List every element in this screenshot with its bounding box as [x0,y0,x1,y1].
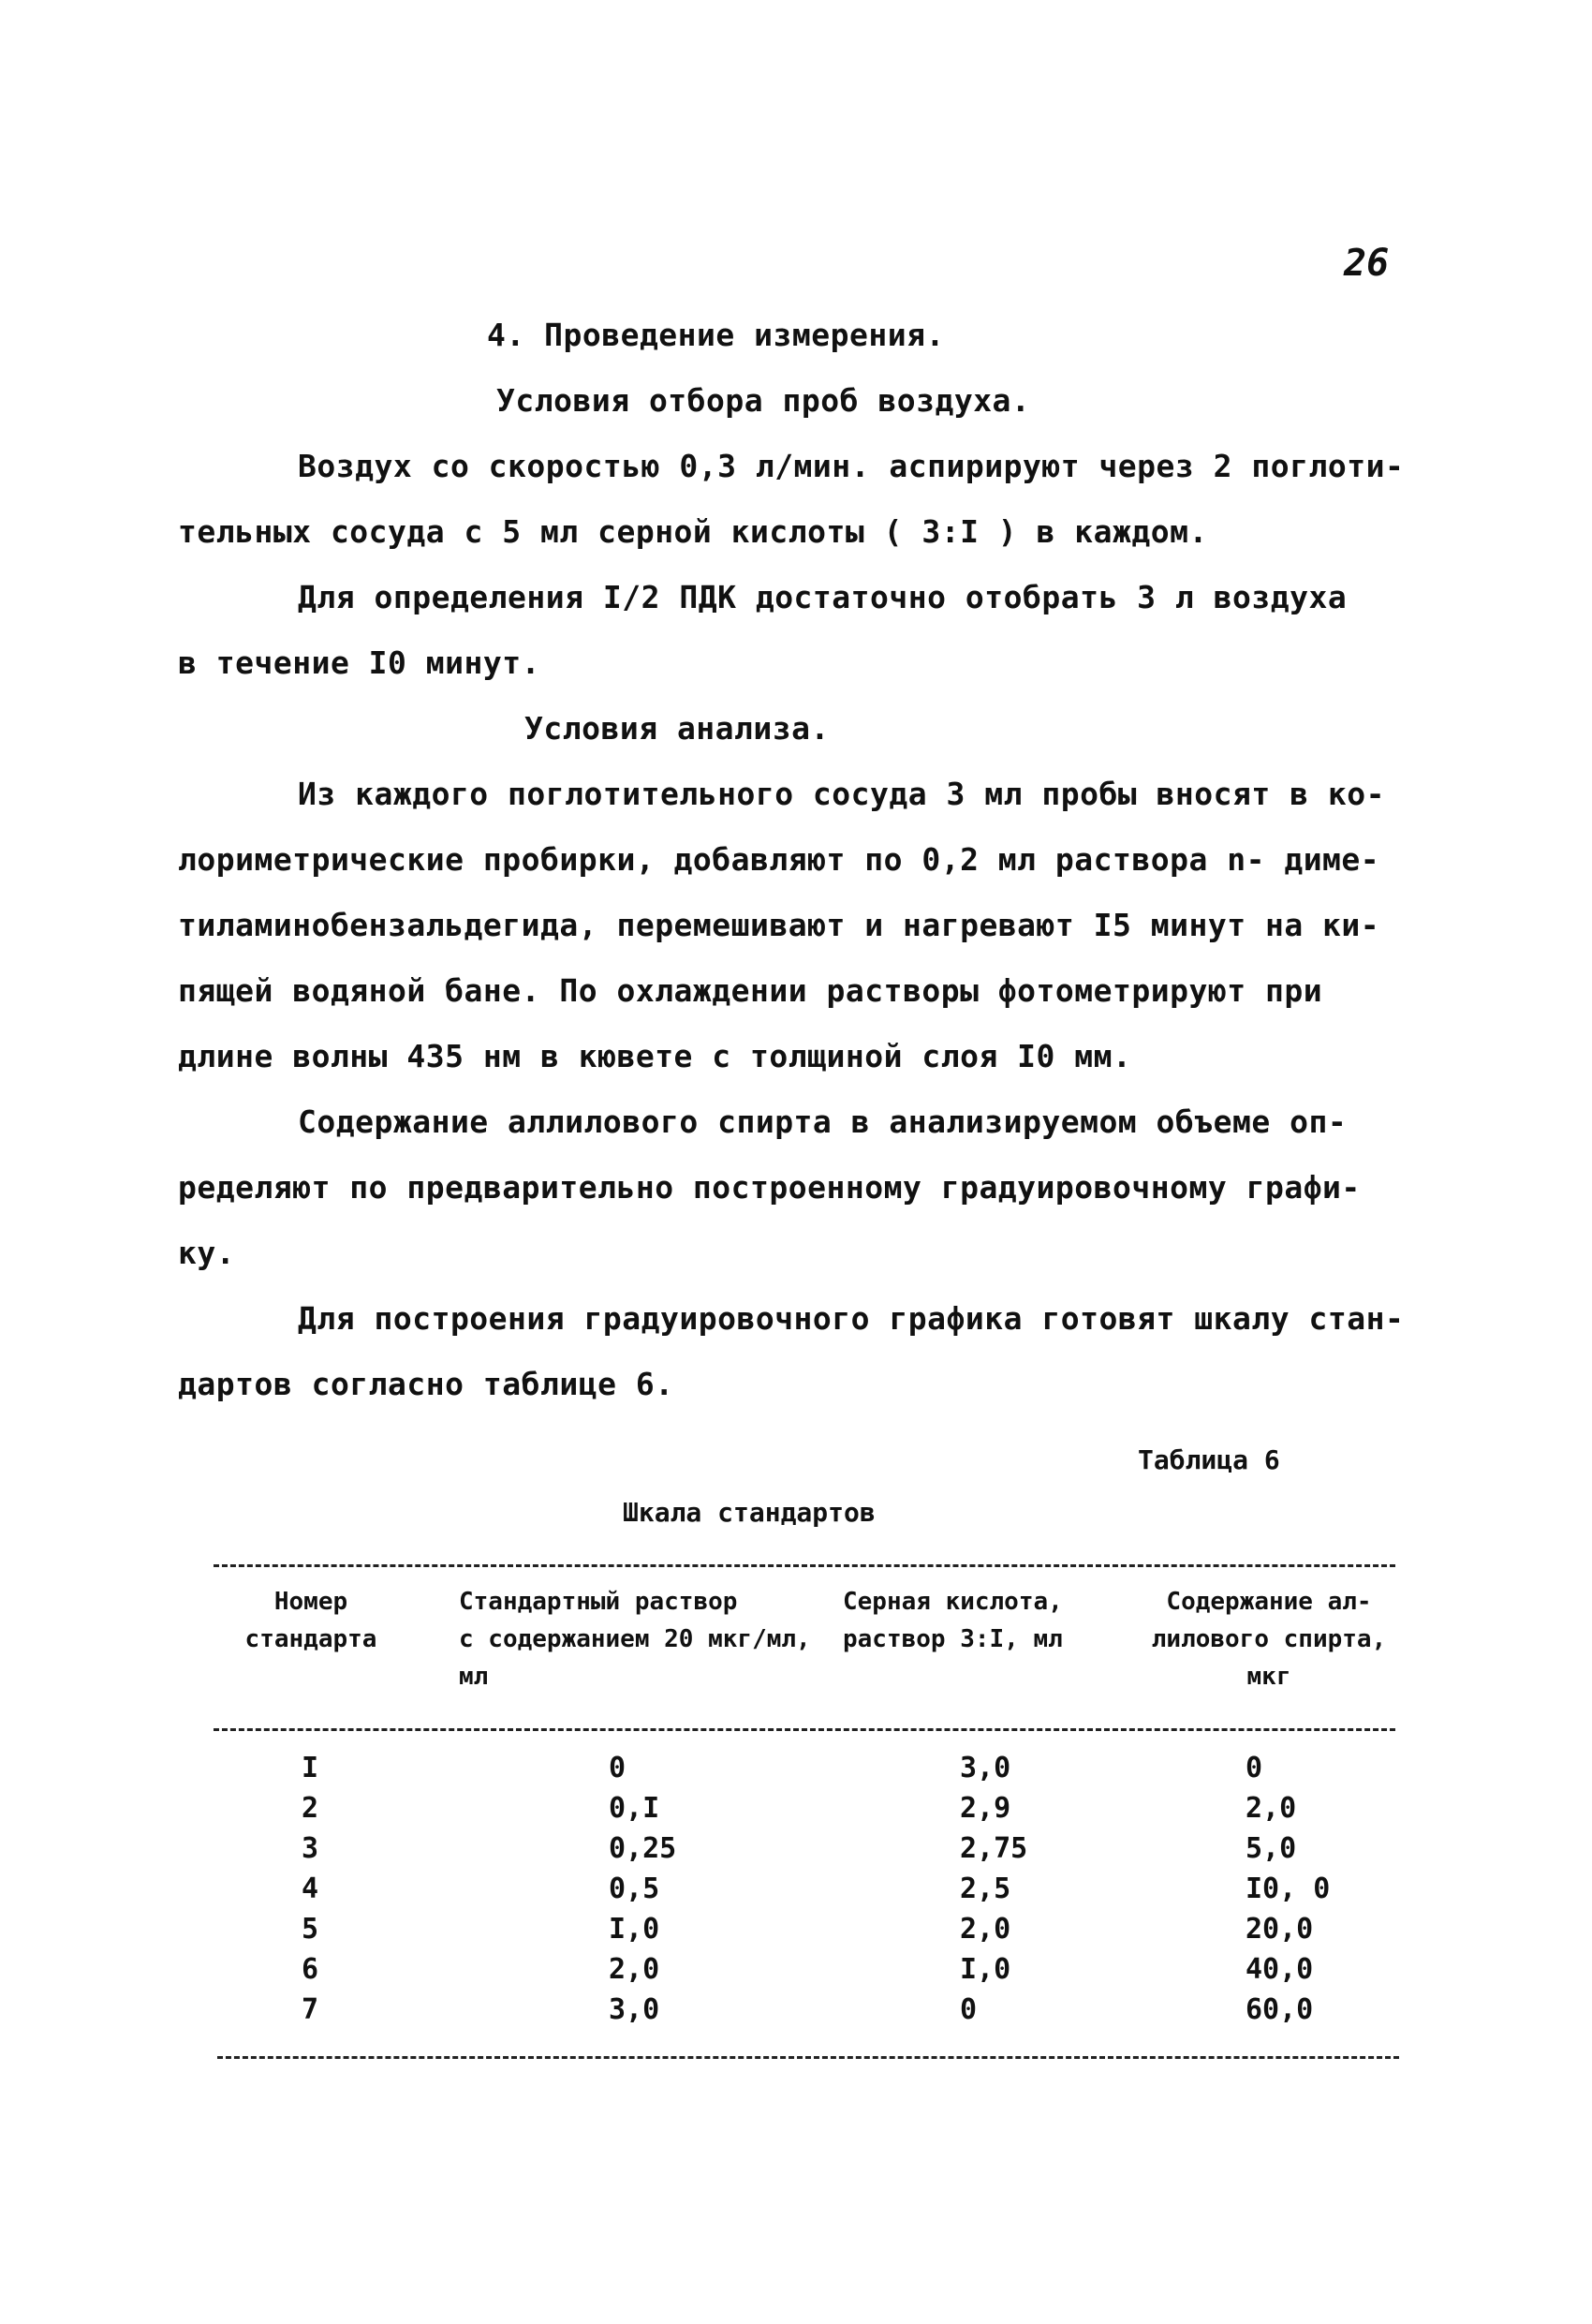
cell-standard-solution: 0,5 [609,1873,660,1905]
table-header-standard-solution [459,1583,833,1695]
cell-number: 4 [302,1873,319,1905]
table-bottom-rule [217,2056,1399,2059]
table-label: Таблица 6 [1138,1444,1280,1475]
paragraph-line: в течение I0 минут. [178,644,540,681]
paragraph-line: дартов согласно таблице 6. [178,1366,674,1402]
cell-standard-solution: I,0 [609,1913,660,1946]
cell-allyl-alcohol: 2,0 [1246,1792,1297,1825]
cell-number: 5 [302,1913,319,1946]
cell-sulfuric-acid: 2,9 [960,1792,1011,1825]
header-line: Стандартный раствор [459,1588,738,1616]
cell-allyl-alcohol: 40,0 [1246,1953,1314,1986]
paragraph-line: Воздух со скоростью 0,3 л/мин. аспирируют через 2 поглоти- [298,448,1405,484]
subheading-analysis: Условия анализа. [524,710,830,747]
table-top-rule [214,1564,1395,1567]
paragraph-line: Для определения I/2 ПДК достаточно отобрать 3 л воздуха [298,579,1348,615]
header-line: мкг [1246,1663,1291,1691]
cell-standard-solution: 2,0 [609,1953,660,1986]
cell-number: 6 [302,1953,319,1986]
cell-sulfuric-acid: 3,0 [960,1752,1011,1784]
header-line: лилового спирта, [1151,1625,1387,1653]
paragraph-line: ределяют по предварительно построенному градуировочному графи- [178,1169,1361,1206]
cell-number: 2 [302,1792,319,1825]
header-line: Номер [273,1588,348,1616]
paragraph-line: Из каждого поглотительного сосуда 3 мл пробы вносят в ко- [298,776,1385,812]
paragraph-line: лориметрические пробирки, добавляют по 0,2 мл раствора n- диме- [178,841,1380,878]
header-line: мл [459,1663,489,1691]
table-caption: Шкала стандартов [623,1497,876,1528]
header-line: стандарта [244,1625,377,1653]
table-header-sulfuric-acid [843,1583,1096,1658]
paragraph-line: Для построения градуировочного графика готовят шкалу стан- [298,1300,1405,1337]
cell-sulfuric-acid: 2,75 [960,1832,1028,1865]
table-header-number [236,1583,386,1658]
cell-allyl-alcohol: 5,0 [1246,1832,1297,1865]
table-header-rule [214,1728,1395,1731]
header-line: Содержание ал- [1166,1588,1372,1616]
section-title: 4. Проведение измерения. [487,317,945,353]
cell-number: 3 [302,1832,319,1865]
cell-allyl-alcohol: 60,0 [1246,1993,1314,2026]
cell-allyl-alcohol: I0, 0 [1246,1873,1331,1905]
cell-sulfuric-acid: 0 [960,1993,978,2026]
cell-sulfuric-acid: I,0 [960,1953,1011,1986]
cell-allyl-alcohol: 0 [1246,1752,1263,1784]
cell-number: 7 [302,1993,319,2026]
cell-number: I [302,1752,319,1784]
cell-sulfuric-acid: 2,5 [960,1873,1011,1905]
page-number: 26 [1344,242,1390,285]
cell-allyl-alcohol: 20,0 [1246,1913,1314,1946]
paragraph-line: длине волны 435 нм в кювете с толщиной слоя I0 мм. [178,1038,1132,1074]
paragraph-line: тельных сосуда с 5 мл серной кислоты ( 3:I ) в каждом. [178,513,1208,550]
paragraph-line: пящей водяной бане. По охлаждении растворы фотометрируют при [178,972,1323,1009]
paragraph-line: ку. [178,1235,236,1271]
cell-standard-solution: 0 [609,1752,626,1784]
subheading-sampling: Условия отбора проб воздуха. [496,382,1031,419]
paragraph-line: тиламинобензальдегида, перемешивают и нагревают I5 минут на ки- [178,907,1380,943]
header-line: раствор 3:I, мл [843,1625,1063,1653]
paragraph-line: Содержание аллилового спирта в анализируемом объеме оп- [298,1103,1348,1140]
cell-standard-solution: 0,I [609,1792,660,1825]
cell-sulfuric-acid: 2,0 [960,1913,1011,1946]
table-header-allyl-alcohol [1128,1583,1409,1695]
header-line: с содержанием 20 мкг/мл, [459,1625,811,1653]
header-line: Серная кислота, [843,1588,1063,1616]
cell-standard-solution: 0,25 [609,1832,677,1865]
cell-standard-solution: 3,0 [609,1993,660,2026]
